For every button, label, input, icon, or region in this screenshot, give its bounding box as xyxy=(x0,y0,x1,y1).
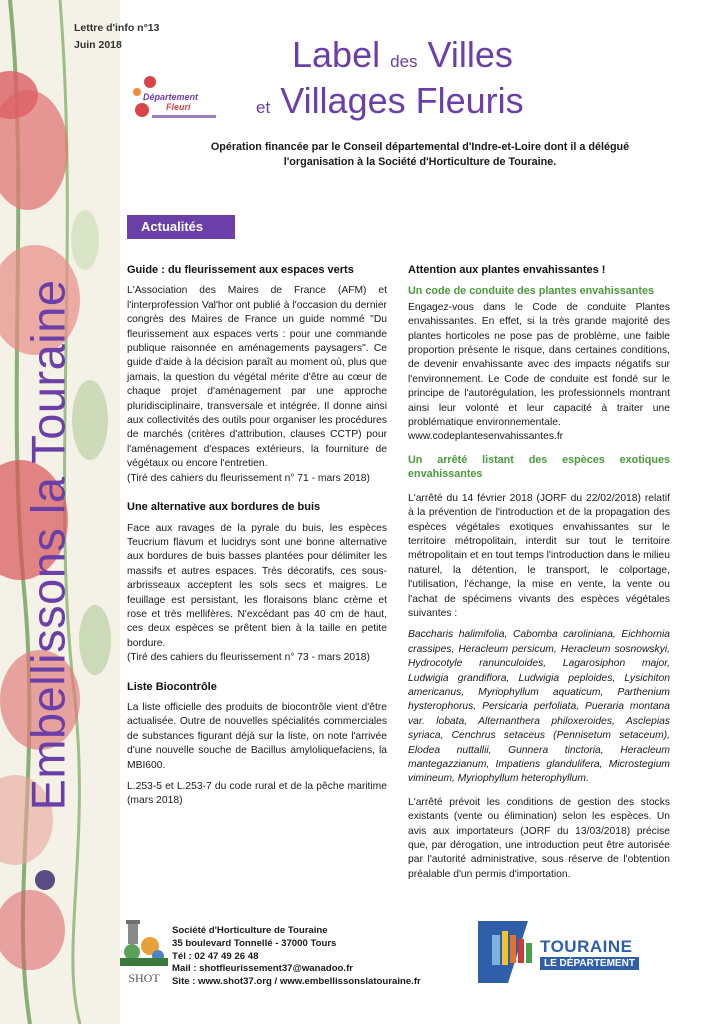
websites[interactable]: Site : www.shot37.org / www.embellissonslatouraine.fr xyxy=(172,976,421,988)
touraine-logo-subtitle: LE DÉPARTEMENT xyxy=(540,957,639,970)
article-body: L'Association des Maires de France (AFM) et l'interprofession Val'hor ont publié à l'occasion du dernier congrès des Maires de France un guide nommé "Du fleurissement aux espaces verts : pour une commande publique raisonnée en aménagements paysagers". Ce guide d'aide à la décision paraît au moment où, plus que jamais, la question du végétal mérite d'être au cœur de chaque projet d'aménagement par une approche pluridisciplinaire, transversale et intégrée. Il donne ainsi aux collectivités des outils pour organiser les procédures de marchés (critères d'attribution, clauses CCTP) pour l'aménagement d'espaces extérieurs, la fourniture de végétaux ou encore l'entretien. xyxy=(127,285,387,470)
title-villages: Villages Fleuris xyxy=(280,80,524,121)
article-body: L'arrêté du 14 février 2018 (JORF du 22/02/2018) relatif à la prévention de l'introduction et de la propagation des espèces végétales exotiques envahissantes sur le territoire métropolitain, interdit sur tout le territoire métropolitain et en tout temps l'introduction dans le milieu naturel, la détention, le transport, le colportage, l'utilisation, l'échange, la mise en vente, la vente ou l'achat de spécimens vivants des espèces végétales suivantes : xyxy=(408,492,670,619)
website-link[interactable]: www.codeplantesenvahissantes.fr xyxy=(408,431,564,443)
svg-text:Fleuri: Fleuri xyxy=(166,102,191,112)
intro-text: Opération financée par le Conseil départemental d'Indre-et-Loire dont il a délégué l'organisation à la Société d'Horticulture de Touraine. xyxy=(210,141,630,168)
vertical-title: Embellissons la Touraine xyxy=(21,279,75,811)
species-list: Baccharis halimifolia, Cabomba caroliniana, Eichhornia crassipes, Heracleum persicum, Heracleum sosnowskyi, Hydrocotyle ranunculoides, Lagarosiphon major, Ludwigia grandiflora, Ludwigia peploides, Lysichiton americanus, Myriophyllum aquaticum, Parthenium hysterophorus, Persicaria perfoliata, Pueraria montana var. lobata, Alternanthera philoxeroides, Asclepias syriaca, Cenchrus setaceus (Pennisetum setaceum), Elodea nuttallii, Gunnera tinctoria, Heracleum mantegazzianum, Impatiens glandulifera, Microstegium vimineum, Myriophyllum heterophyllum. xyxy=(408,629,670,785)
article-source: (Tiré des cahiers du fleurissement n° 71 - mars 2018) xyxy=(127,472,370,484)
title-villes: Villes xyxy=(427,34,513,75)
article-title: Guide : du fleurissement aux espaces verts xyxy=(127,264,354,276)
article-title: Attention aux plantes envahissantes ! xyxy=(408,264,606,276)
right-column xyxy=(408,263,670,882)
page-title-line1 xyxy=(292,34,513,76)
title-et: et xyxy=(256,98,271,117)
article-body: Engagez-vous dans le Code de conduite Plantes envahissantes. En effet, si la très grande majorité des plantes horticoles ne pose pas de problème, une faible proportion présente le risque, dans certaines conditions, de devenir envahissante avec des impacts négatifs sur l'environnement. Le Code de conduite est fondé sur le principe de l'autorégulation, les professionnels montrant ainsi leur volonté et leur capacité à traiter une problématique environnementale. xyxy=(408,301,670,429)
footer-contact xyxy=(172,925,472,989)
article-subtitle: Un code de conduite des plantes envahissantes xyxy=(408,285,654,298)
page-title-line2 xyxy=(256,80,524,122)
touraine-departement-logo xyxy=(478,917,643,987)
issue-number: Lettre d'info n°13 xyxy=(74,22,160,34)
article-body: L.253-5 et L.253-7 du code rural et de la pêche maritime (mars 2018) xyxy=(127,781,387,807)
org-name: Société d'Horticulture de Touraine xyxy=(172,925,328,936)
touraine-logo-title: TOURAINE xyxy=(540,937,633,956)
article-title: Liste Biocontrôle xyxy=(127,680,217,693)
article-title: Une alternative aux bordures de buis xyxy=(127,501,321,514)
title-label: Label xyxy=(292,34,381,75)
shot-label: SHOT xyxy=(128,971,160,985)
left-column xyxy=(127,263,387,809)
article-body: La liste officielle des produits de biocontrôle vient d'être actualisée. Outre de nouvelles spécialités commerciales de substances figurant déjà sur la liste, on note l'arrivée d'une nouvelle souche de Bacillus amyloliquefaciens, la MBI600. xyxy=(127,701,387,771)
article-body: Face aux ravages de la pyrale du buis, les espèces Teucrium flavum et lucidrys sont une bonne alternative aux bordures de buis basses plantées pour délimiter les massifs et autres espaces. Très décoratifs, ces sous-arbrisseaux acceptent les sols secs et maigres. Le feuillage est persistant, les floraisons blanc crème et rose et très mellifères. N'excédant pas 40 cm de haut, ces deux espèces se prêtent bien à la taille en petite bordure. xyxy=(127,522,387,649)
address: 35 boulevard Tonnellé - 37000 Tours xyxy=(172,937,337,949)
phone: Tél : 02 47 49 26 48 xyxy=(172,950,259,962)
svg-text:Département: Département xyxy=(143,92,199,102)
article-subtitle: Un arrêté listant des espèces exotiques envahissantes xyxy=(408,453,670,481)
article-source: (Tiré des cahiers du fleurissement n° 73 - mars 2018) xyxy=(127,652,370,664)
article-body: L'arrêté prévoit les conditions de gestion des stocks existants (vente ou élimination) selon les espèces. Un avis aux importateurs (JORF du 13/03/2018) précise que, par dérogation, une introduction peut être autorisée par l'autorité administrative, sous réserve de l'obtention préalable d'un permis d'importation. xyxy=(408,796,670,880)
title-des: des xyxy=(390,52,418,71)
flower-logo-icon xyxy=(128,72,218,124)
section-badge: Actualités xyxy=(127,215,235,239)
shot-logo xyxy=(120,920,168,985)
shot-logo-icon xyxy=(120,920,168,966)
departement-fleuri-logo xyxy=(128,72,218,124)
email[interactable]: Mail : shotfleurissement37@wanadoo.fr xyxy=(172,963,354,975)
issue-date: Juin 2018 xyxy=(74,39,122,51)
decorative-flower-band xyxy=(0,0,120,1024)
